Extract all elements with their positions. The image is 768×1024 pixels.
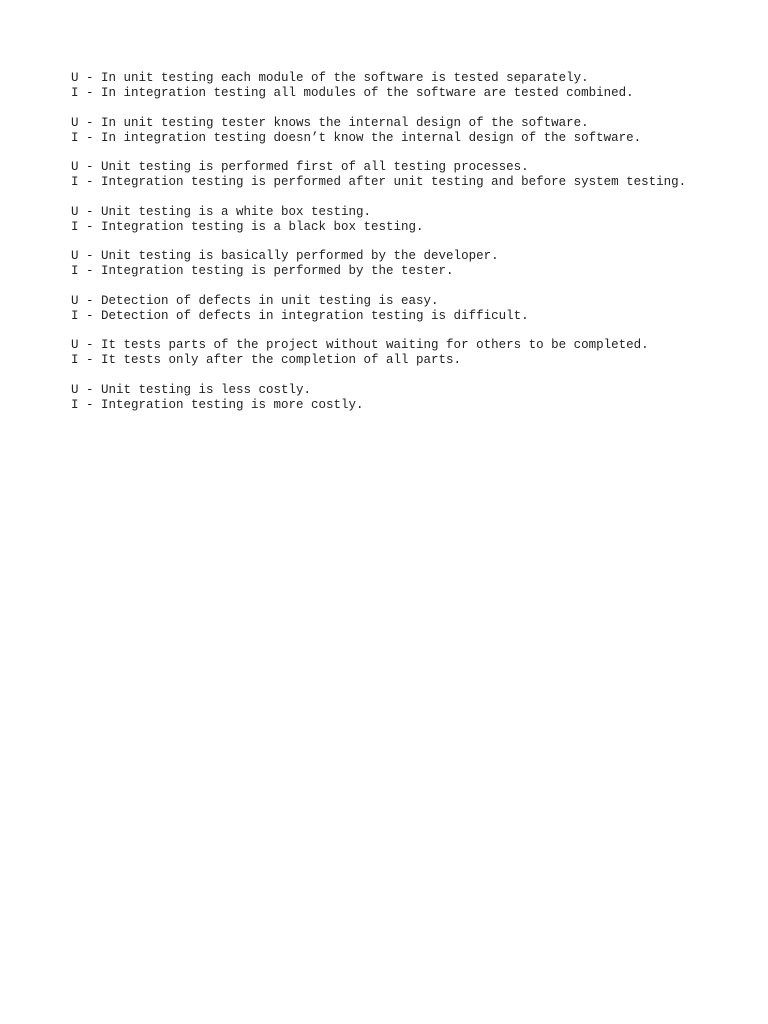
comparison-pair [71,383,751,413]
comparison-pair [71,160,751,190]
comparison-pair [71,294,751,324]
comparison-pair [71,205,751,235]
unit-testing-line: U - Detection of defects in unit testing is easy. [71,293,439,308]
unit-testing-line: U - Unit testing is performed first of all testing processes. [71,160,529,174]
integration-testing-line: I - Integration testing is performed by the tester. [71,264,454,278]
integration-testing-line: I - Integration testing is more costly. [71,397,364,412]
comparison-pair [71,71,751,101]
unit-testing-line: U - In unit testing each module of the software is tested separately. [71,71,589,85]
integration-testing-line: I - In integration testing doesn’t know the internal design of the software. [71,130,642,145]
unit-testing-line: U - It tests parts of the project without waiting for others to be completed. [71,338,649,352]
integration-testing-line: I - Integration testing is a black box testing. [71,219,424,234]
document-page [71,71,751,427]
integration-testing-line: I - Integration testing is performed after unit testing and before system testing. [71,175,687,189]
unit-testing-line: U - Unit testing is a white box testing. [71,204,372,219]
integration-testing-line: I - In integration testing all modules of the software are tested combined. [71,86,634,100]
integration-testing-line: I - Detection of defects in integration testing is difficult. [71,308,529,323]
comparison-pair [71,116,751,146]
comparison-pair [71,338,751,368]
comparison-pair [71,249,751,279]
integration-testing-line: I - It tests only after the completion of all parts. [71,353,462,367]
unit-testing-line: U - Unit testing is less costly. [71,382,312,397]
unit-testing-line: U - In unit testing tester knows the internal design of the software. [71,115,589,130]
unit-testing-line: U - Unit testing is basically performed by the developer. [71,249,499,263]
